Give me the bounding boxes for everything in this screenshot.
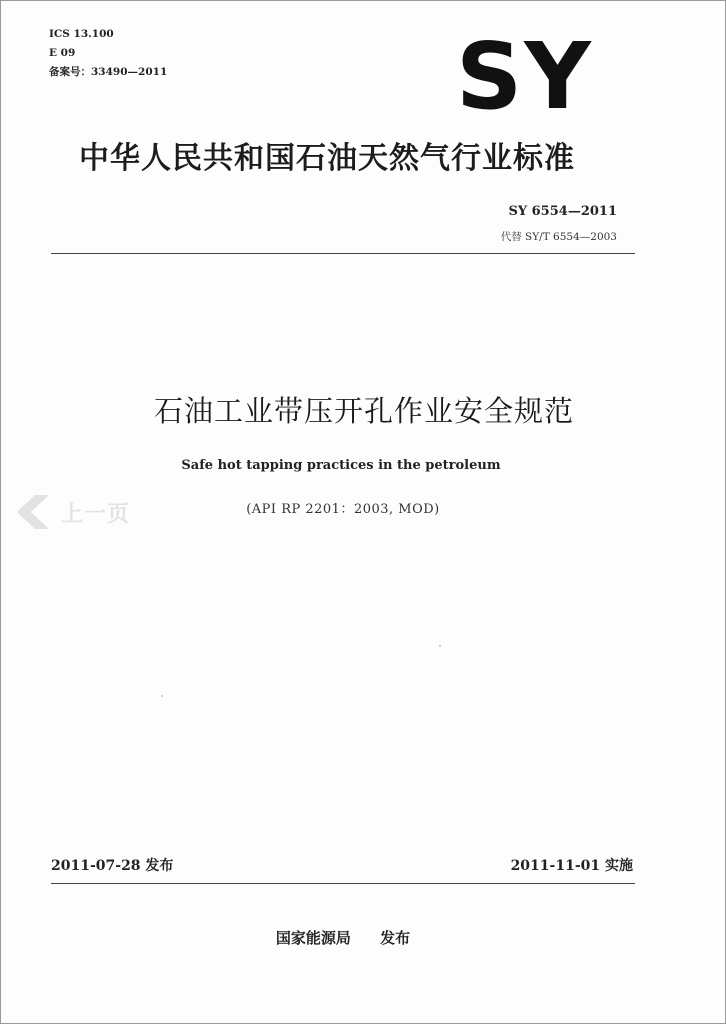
record-number: 备案号：33490—2011 [49, 66, 168, 78]
prev-page-label: 上一页 [61, 501, 131, 527]
standard-number: SY 6554—2011 [508, 204, 617, 219]
document-title-en: Safe hot tapping practices in the petroleum [181, 458, 501, 473]
ics-code: ICS 13.100 [49, 28, 114, 40]
effective-date: 2011-11-01 实施 [510, 858, 633, 874]
prev-page-button[interactable] [15, 493, 130, 531]
classification-code: E 09 [49, 47, 76, 59]
adoption-note: (API RP 2201：2003, MOD) [246, 502, 440, 517]
header-divider [51, 253, 635, 254]
document-title-cn: 石油工业带压开孔作业安全规范 [153, 394, 574, 428]
scan-speck [161, 695, 163, 697]
standard-category-title: 中华人民共和国石油天然气行业标准 [79, 141, 575, 176]
sy-logo: SY [456, 23, 593, 130]
chevron-left-icon [15, 493, 51, 531]
scan-speck [439, 645, 441, 647]
replaced-standard: 代替 SY/T 6554—2003 [500, 231, 617, 243]
issue-date: 2011-07-28 发布 [51, 858, 174, 874]
classification-block [49, 25, 167, 82]
footer-divider [51, 883, 635, 884]
publisher: 国家能源局 发布 [275, 929, 411, 947]
